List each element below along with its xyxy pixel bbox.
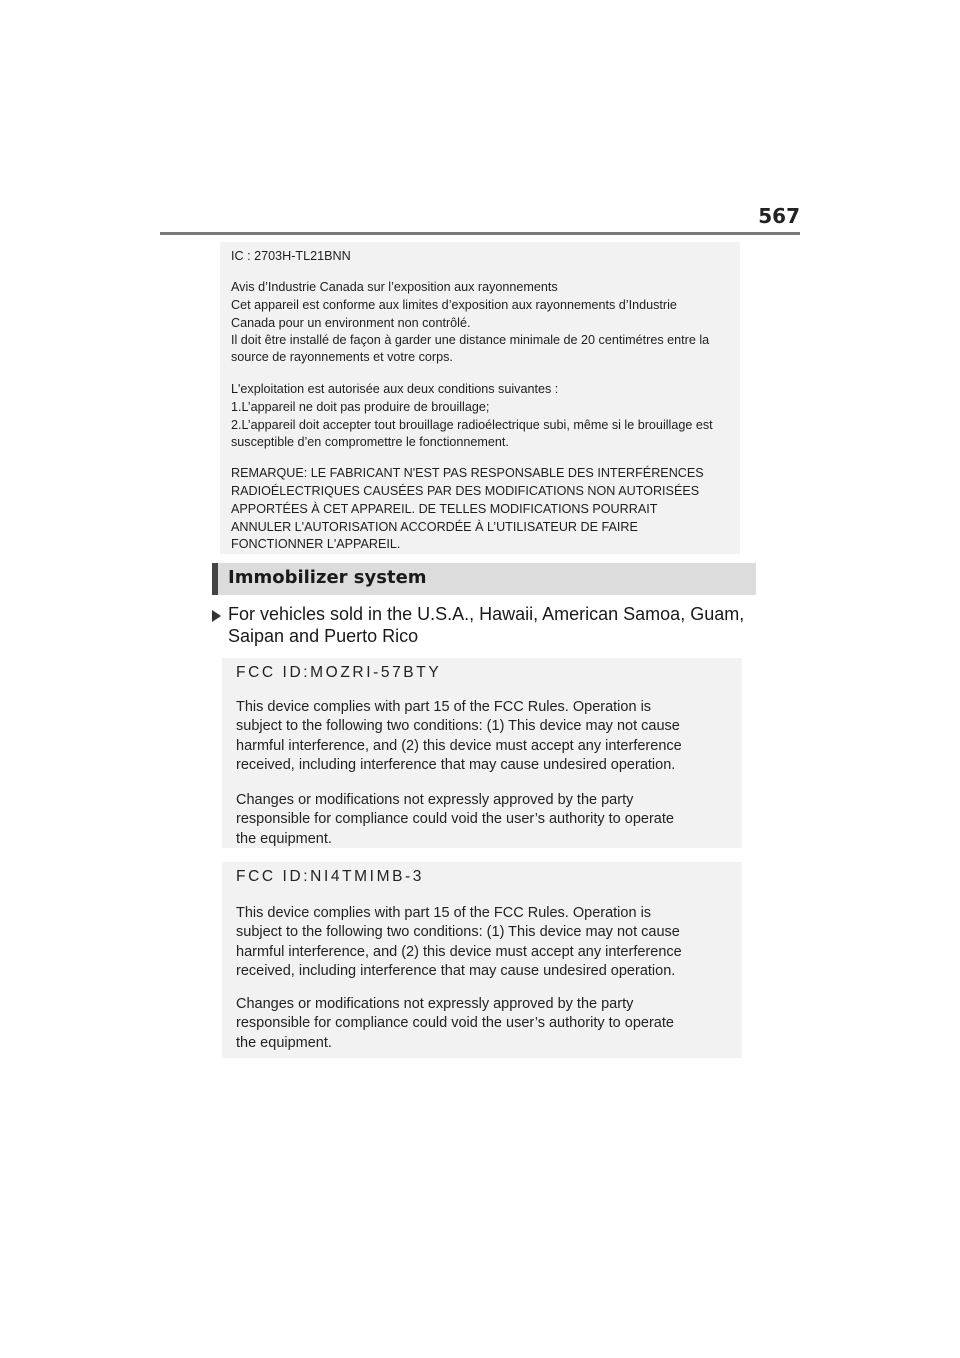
ic-notice-image <box>220 242 740 554</box>
fcc-line: Changes or modifications not expressly approved by the party <box>236 996 634 1012</box>
ic-notice-line: 1.L’appareil ne doit pas produire de brouillage; <box>231 400 490 414</box>
fcc-line: responsible for compliance could void the user’s authority to operate <box>236 811 674 828</box>
ic-remark-line: ANNULER L'AUTORISATION ACCORDÉE À L’UTILISATEUR DE FAIRE <box>231 520 638 534</box>
fcc-line: the equipment. <box>236 830 332 847</box>
ic-remark-line: APPORTÉES À CET APPAREIL. DE TELLES MODIFICATIONS POURRAIT <box>231 502 658 516</box>
ic-notice-line: source de rayonnements et votre corps. <box>231 350 453 364</box>
ic-notice-line: susceptible d’en compromettre le fonctionnement. <box>231 435 509 449</box>
ic-remark-line: FONCTIONNER L'APPAREIL. <box>231 537 401 551</box>
fcc-id-label: FCC ID:MOZRI-57BTY <box>236 664 442 681</box>
ic-notice-line: Il doit être installé de façon à garder une distance minimale de 20 centimétres entre la <box>231 333 710 347</box>
fcc-line: the equipment. <box>236 1034 332 1051</box>
fcc-paragraph-modifications <box>236 791 706 849</box>
fcc-paragraph-compliance <box>236 904 706 982</box>
fcc-line: subject to the following two conditions: (1) This device may not cause <box>236 924 680 941</box>
ic-notice-line: Cet appareil est conforme aux limites d’exposition aux rayonnements d’Industrie <box>231 298 677 312</box>
bullet-text-line: For vehicles sold in the U.S.A., Hawaii, American Samoa, Guam, <box>228 604 745 624</box>
fcc-line: harmful interference, and (2) this device must accept any interference <box>236 737 682 754</box>
fcc-line: subject to the following two conditions: (1) This device may not cause <box>236 718 680 735</box>
ic-notice-line: Canada pour un environment non contrôlé. <box>231 316 471 330</box>
ic-notice-line: Avis d’Industrie Canada sur l’exposition aux rayonnements <box>231 280 558 294</box>
fcc-notice-image-2 <box>222 862 742 1058</box>
section-header <box>212 563 756 595</box>
fcc-line: received, including interference that may cause undesired operation. <box>236 757 676 774</box>
ic-notice-line: 2.L’appareil doit accepter tout brouillage radioélectrique subi, même si le brouillage est <box>231 418 713 432</box>
ic-remark-line: RADIOÉLECTRIQUES CAUSÉES PAR DES MODIFICATIONS NON AUTORISÉES <box>231 484 700 498</box>
fcc-id-label: FCC ID:NI4TMIMB-3 <box>236 868 425 885</box>
fcc-line: This device complies with part 15 of the FCC Rules. Operation is <box>236 905 652 921</box>
fcc-notice-image-1 <box>222 658 742 848</box>
bullet-text-line: Saipan and Puerto Rico <box>228 626 419 646</box>
ic-id-line: IC : 2703H-TL21BNN <box>231 249 351 263</box>
section-title: Immobilizer system <box>228 567 427 588</box>
fcc-line: This device complies with part 15 of the FCC Rules. Operation is <box>236 699 652 715</box>
fcc-paragraph-modifications <box>236 995 706 1053</box>
fcc-line: responsible for compliance could void the user’s authority to operate <box>236 1015 674 1032</box>
bullet-arrow-icon <box>212 610 221 622</box>
page-number: 567 <box>758 204 800 228</box>
ic-notice-line: L'exploitation est autorisée aux deux conditions suivantes : <box>231 382 559 396</box>
fcc-line: Changes or modifications not expressly approved by the party <box>236 792 634 808</box>
fcc-line: received, including interference that may cause undesired operation. <box>236 963 676 980</box>
fcc-paragraph-compliance <box>236 698 706 776</box>
fcc-line: harmful interference, and (2) this device must accept any interference <box>236 943 682 960</box>
ic-remark-line: REMARQUE: LE FABRICANT N'EST PAS RESPONSABLE DES INTERFÉRENCES <box>231 466 704 480</box>
header-rule <box>160 232 800 235</box>
